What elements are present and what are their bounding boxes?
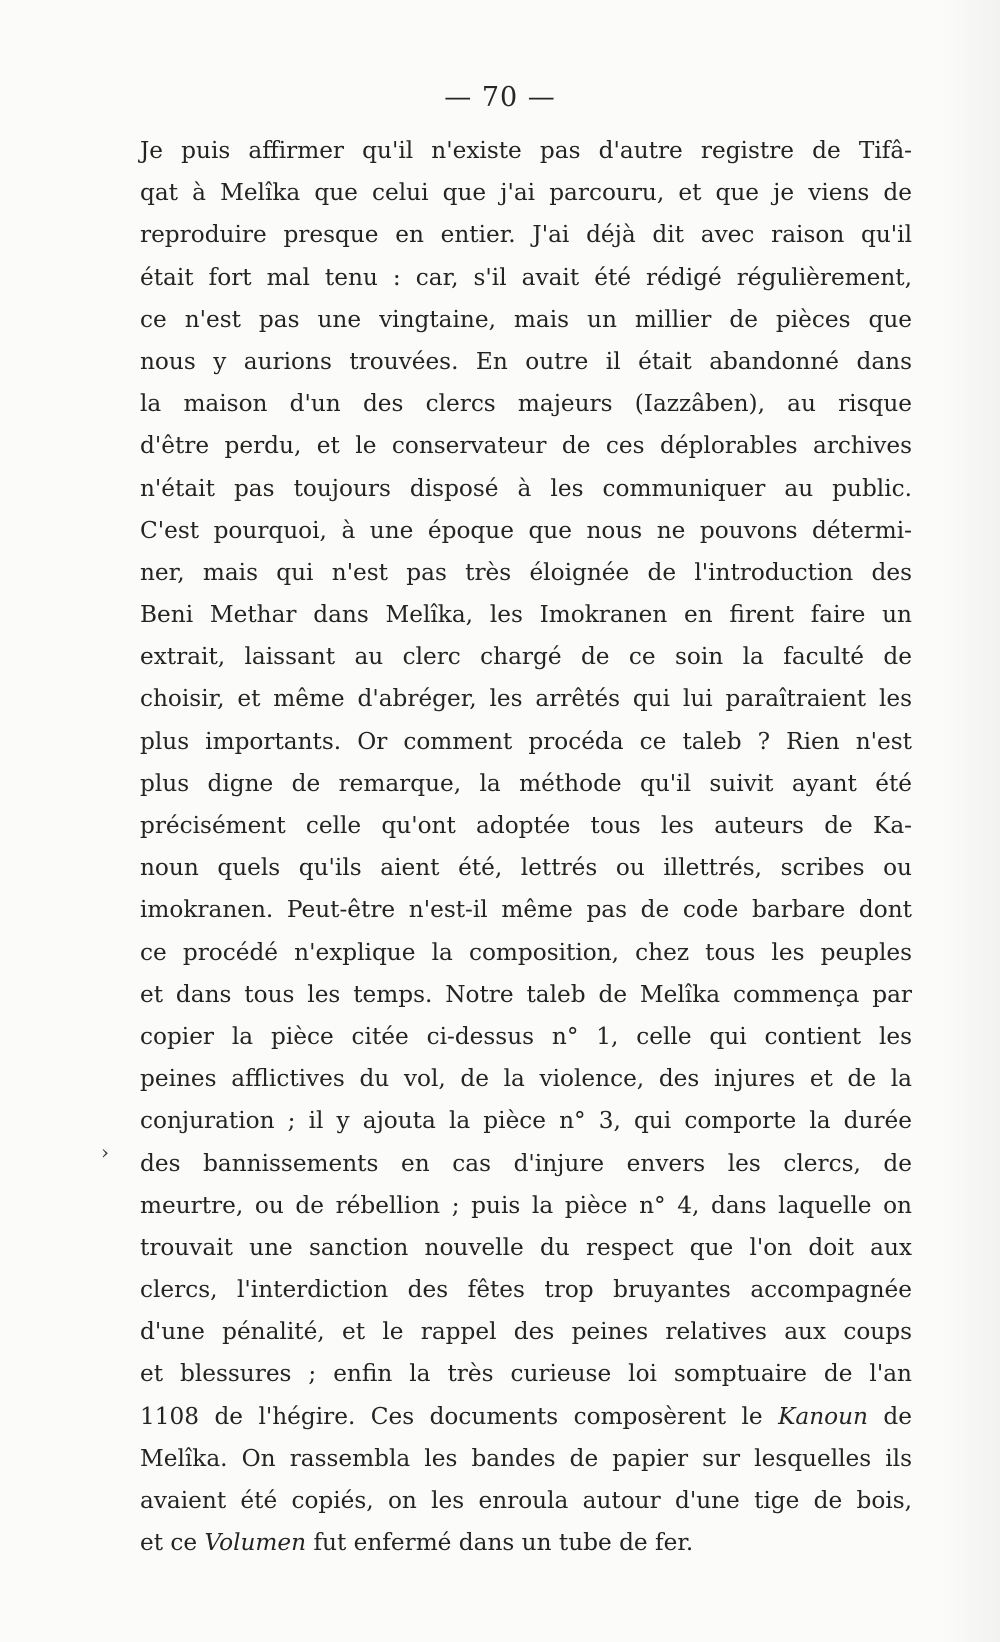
text-line: [140, 1522, 912, 1564]
text-line: d'une pénalité, et le rappel des peines relatives aux coups: [140, 1318, 912, 1346]
text-run: de: [867, 1402, 912, 1430]
text-line: n'était pas toujours disposé à les communiquer au public.: [140, 474, 912, 502]
text-line: ce procédé n'explique la composition, chez tous les peuples: [140, 938, 912, 966]
text-line: trouvait une sanction nouvelle du respect que l'on doit aux: [140, 1233, 912, 1261]
text-line: était fort mal tenu : car, s'il avait été rédigé régulièrement,: [140, 263, 912, 291]
text-line: et dans tous les temps. Notre taleb de Melîka commença par: [140, 980, 912, 1008]
text-line: ce n'est pas une vingtaine, mais un millier de pièces que: [140, 305, 912, 333]
text-line: des bannissements en cas d'injure envers les clercs, de: [140, 1149, 912, 1177]
text-line: choisir, et même d'abréger, les arrêtés qui lui paraîtraient les: [140, 685, 912, 713]
text-line: et blessures ; enfin la très curieuse loi somptuaire de l'an: [140, 1360, 912, 1388]
text-line: copier la pièce citée ci-dessus n° 1, celle qui contient les: [140, 1022, 912, 1050]
text-line: qat à Melîka que celui que j'ai parcouru, et que je viens de: [140, 179, 912, 207]
text-run: fut enfermé dans un tube de fer.: [306, 1529, 694, 1557]
text-run: 1108 de l'hégire. Ces documents composèrent le: [140, 1402, 779, 1430]
text-line: d'être perdu, et le conservateur de ces déplorables archives: [140, 432, 912, 460]
text-line: Beni Methar dans Melîka, les Imokranen en firent faire un: [140, 601, 912, 629]
text-line: Je puis affirmer qu'il n'existe pas d'autre registre de Tifâ-: [140, 137, 912, 164]
text-line: imokranen. Peut-être n'est-il même pas de code barbare dont: [140, 896, 912, 924]
text-line: plus digne de remarque, la méthode qu'il suivit ayant été: [140, 769, 912, 797]
text-run: et ce: [140, 1529, 205, 1557]
text-line: reproduire presque en entier. J'ai déjà dit avec raison qu'il: [140, 221, 912, 249]
margin-mark: ›: [101, 1140, 109, 1164]
text-line: Melîka. On rassembla les bandes de papier sur lesquelles ils: [140, 1444, 912, 1472]
text-line: C'est pourquoi, à une époque que nous ne pouvons détermi-: [140, 516, 912, 544]
text-line: plus importants. Or comment procéda ce taleb ? Rien n'est: [140, 727, 912, 755]
text-line: extrait, laissant au clerc chargé de ce soin la faculté de: [140, 643, 912, 671]
text-line: précisément celle qu'ont adoptée tous les auteurs de Ka-: [140, 812, 912, 839]
text-line: [140, 1396, 912, 1438]
text-line: la maison d'un des clercs majeurs (Iazzâben), au risque: [140, 390, 912, 418]
text-line: clercs, l'interdiction des fêtes trop bruyantes accompagnée: [140, 1276, 912, 1304]
text-line: meurtre, ou de rébellion ; puis la pièce n° 4, dans laquelle on: [140, 1191, 912, 1219]
text-line: conjuration ; il y ajouta la pièce n° 3, qui comporte la durée: [140, 1107, 912, 1135]
page-number: — 70 —: [444, 82, 556, 113]
italic-term: Kanoun: [778, 1402, 868, 1430]
text-line: avaient été copiés, on les enroula autour d'une tige de bois,: [140, 1487, 912, 1514]
text-line: noun quels qu'ils aient été, lettrés ou illettrés, scribes ou: [140, 854, 912, 882]
page-edge-shadow: [940, 0, 1000, 1642]
text-line: ner, mais qui n'est pas très éloignée de l'introduction des: [140, 558, 912, 586]
text-line: peines afflictives du vol, de la violence, des injures et de la: [140, 1065, 912, 1093]
text-line: nous y aurions trouvées. En outre il était abandonné dans: [140, 347, 912, 375]
italic-term: Volumen: [204, 1529, 307, 1557]
body-paragraph: [140, 130, 912, 1564]
